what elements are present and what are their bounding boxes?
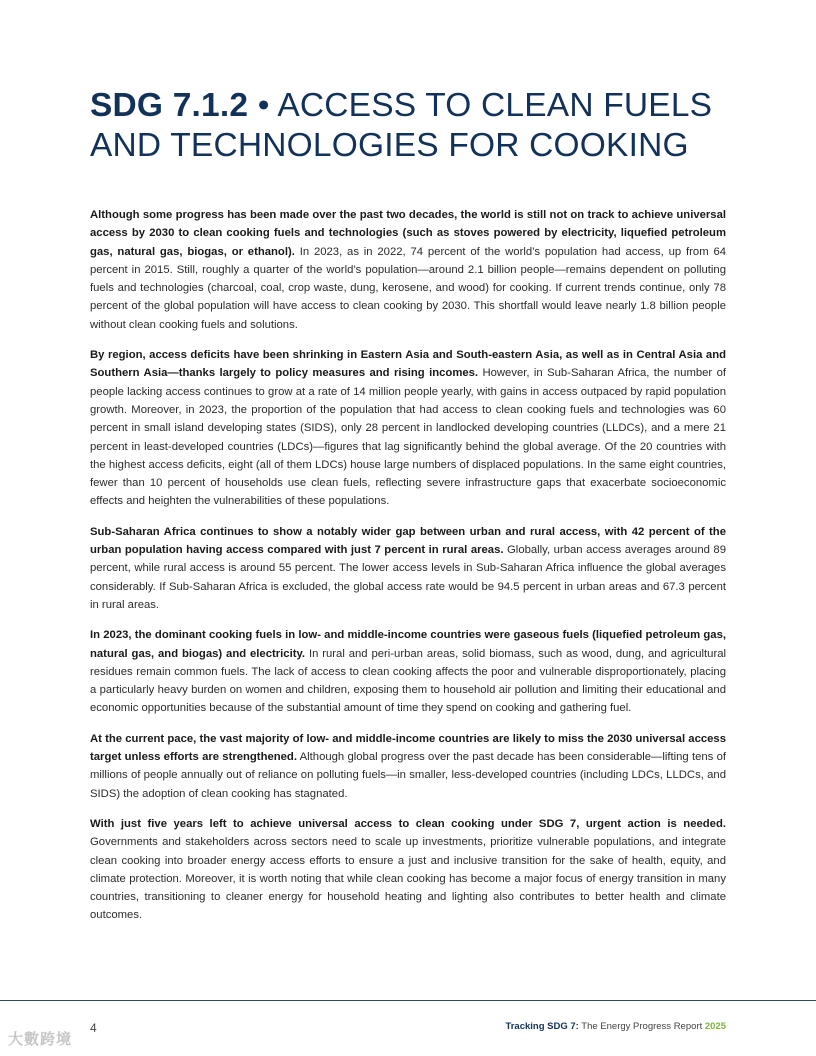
report-name: The Energy Progress Report <box>578 1021 705 1032</box>
paragraph-lead: By region, access deficits have been shrinking in Eastern Asia and South-eastern Asia, as well as in Central Asia and Southern Asia—thanks largely to policy measures and rising incomes. <box>90 349 726 380</box>
paragraph-text: Globally, urban access averages around 89 percent, while rural access is around 55 percent. The lower access levels in Sub-Saharan Africa influence the global averages considerably. If Sub-Saharan Africa is excluded, the global access rate would be 94.5 percent in urban areas and 67.3 percent in rural areas. <box>90 544 726 611</box>
report-name-bold: Tracking SDG 7: <box>505 1021 579 1032</box>
page-title <box>90 86 740 166</box>
paragraph <box>90 346 726 511</box>
paragraph <box>90 206 726 334</box>
page-number: 4 <box>90 1021 97 1035</box>
body-text <box>90 206 726 937</box>
paragraph-text: Governments and stakeholders across sectors need to scale up investments, prioritize vulnerable populations, and integrate clean cooking into broader energy access efforts to ensure a just and inclusive transition for the sake of health, equity, and climate protection. Moreover, it is worth noting that while clean cooking has become a major focus of energy transition in many countries, transitioning to cleaner energy for household heating and lighting also contributes to better health and climate outcomes. <box>90 836 726 922</box>
paragraph-text: In 2023, as in 2022, 74 percent of the world’s population had access, up from 64 percent in 2015. Still, roughly a quarter of the world’s population—around 2.1 billion people—remains dependent on polluting fuels and technologies (charcoal, coal, crop waste, dung, kerosene, and wood) for cooking. If current trends continue, only 78 percent of the global population will have access to clean cooking by 2030. This shortfall would leave nearly 1.8 billion people without clean cooking fuels and solutions. <box>90 245 727 331</box>
paragraph-text: However, in Sub-Saharan Africa, the number of people lacking access continues to grow at a rate of 14 million people yearly, with gains in access outpaced by rapid population growth. Moreover, in 2023, the proportion of the population that had access to clean cooking fuels and technologies was 60 percent in small island developing states (SIDS), only 28 percent in landlocked developing countries (LLDCs), and a mere 21 percent in least-developed countries (LDCs)—figures that lag significantly behind the global average. Of the 20 countries with the highest access deficits, eight (all of them LDCs) house large numbers of displaced populations. In the same eight countries, fewer than 10 percent of households use clean fuels, reflecting severe infrastructure gaps that exacerbate socioeconomic effects and heighten the vulnerabilities of these populations. <box>90 367 726 508</box>
title-code: SDG 7.1.2 <box>90 87 249 124</box>
paragraph-lead: At the current pace, the vast majority of low- and middle-income countries are likely to miss the 2030 universal access target unless efforts are strengthened. <box>90 732 726 764</box>
report-footer <box>505 1021 726 1032</box>
title-bullet: • <box>248 87 278 124</box>
paragraph-lead: In 2023, the dominant cooking fuels in low- and middle-income countries were gaseous fuels (liquefied petroleum gas, natural gas, and biogas) and electricity. <box>90 629 726 660</box>
paragraph <box>90 815 726 925</box>
paragraph <box>90 626 726 717</box>
footer-divider <box>0 1000 816 1001</box>
paragraph <box>90 730 726 803</box>
paragraph-lead: Sub-Saharan Africa continues to show a notably wider gap between urban and rural access, with 42 percent of the urban population having access compared with just 7 percent in rural areas. <box>90 525 726 557</box>
title-text: ACCESS TO CLEAN FUELS AND TECHNOLOGIES FOR COOKING <box>90 87 713 164</box>
watermark: 大數跨境 <box>8 1031 73 1048</box>
paragraph-lead: With just five years left to achieve universal access to clean cooking under SDG 7, urgent action is needed. <box>90 817 726 830</box>
report-year: 2025 <box>704 1021 726 1032</box>
paragraph-lead: Although some progress has been made over the past two decades, the world is still not on track to achieve universal access by 2030 to clean cooking fuels and technologies (such as stoves powered by electricity, liquefied petroleum gas, natural gas, biogas, or ethanol). <box>90 209 726 258</box>
paragraph-text: Although global progress over the past decade has been considerable—lifting tens of millions of people annually out of reliance on polluting fuels—in smaller, less-developed countries (including LDCs, LLDCs, and SIDS) the adoption of clean cooking has stagnated. <box>90 751 726 800</box>
paragraph <box>90 523 726 614</box>
paragraph-text: In rural and peri-urban areas, solid biomass, such as wood, dung, and agricultural residues remain common fuels. The lack of access to clean cooking affects the poor and vulnerable disproportionately, placing a particularly heavy burden on women and children, exposing them to household air pollution and limiting their educational and economic opportunities because of the substantial amount of time they spend on cooking and gathering fuel. <box>90 647 726 715</box>
